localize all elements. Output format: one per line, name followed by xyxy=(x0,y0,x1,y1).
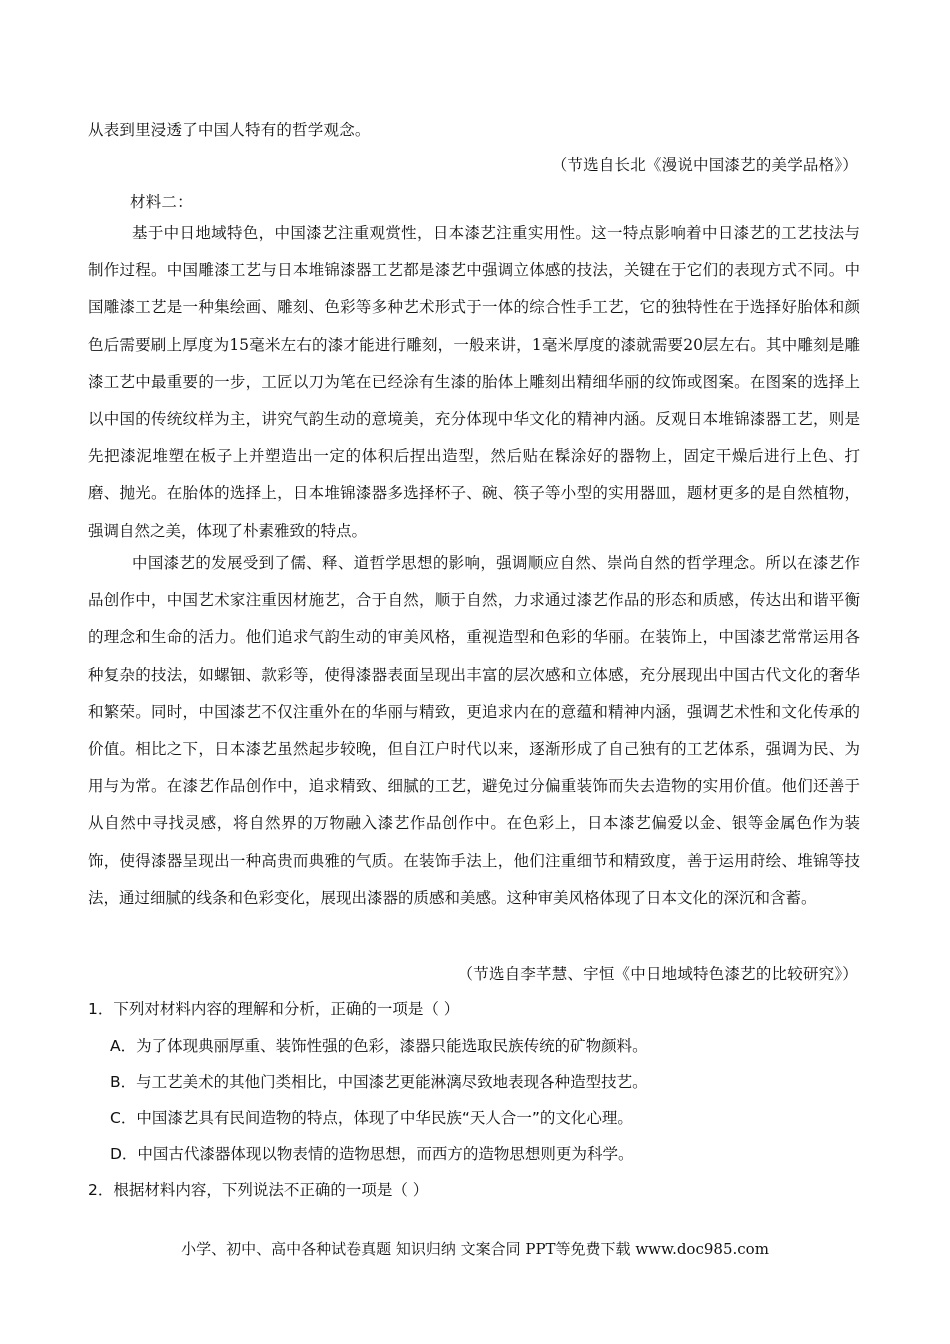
material1-tail: 从表到里浸透了中国人特有的哲学观念。 xyxy=(88,121,371,139)
question-1-option-d: D．中国古代漆器体现以物表情的造物思想，而西方的造物思想则更为科学。 xyxy=(110,1145,634,1163)
question-1: 1．下列对材料内容的理解和分析，正确的一项是（ ） xyxy=(88,1000,460,1018)
page-footer: 小学、初中、高中各种试卷真题 知识归纳 文案合同 PPT等免费下载 www.doc985.com xyxy=(181,1240,769,1258)
source-citation-1: （节选自长北《漫说中国漆艺的美学品格》） xyxy=(551,156,858,174)
material2-paragraph-2: 中国漆艺的发展受到了儒、释、道哲学思想的影响，强调顺应自然、崇尚自然的哲学理念。所以在漆艺作品创作中，中国艺术家注重因材施艺，合于自然，顺于自然，力求通过漆艺作品的形态和质感，传达出和谐平衡的理念和生命的活力。他们追求气韵生动的审美风格，重视造型和色彩的华丽。在装饰上，中国漆艺常常运用各种复杂的技法，如螺钿、款彩等，使得漆器表面呈现出丰富的层次感和立体感，充分展现出中国古代文化的奢华和繁荣。同时，中国漆艺不仅注重外在的华丽与精致，更追求内在的意蕴和精神内涵，强调艺术性和文化传承的价值。相比之下，日本漆艺虽然起步较晚，但自江户时代以来，逐渐形成了自己独有的工艺体系，强调为民、为用与为常。在漆艺作品创作中，追求精致、细腻的工艺，避免过分偏重装饰而失去造物的实用价值。他们还善于从自然中寻找灵感，将自然界的万物融入漆艺作品创作中。在色彩上，日本漆艺偏爱以金、银等金属色作为装饰，使得漆器呈现出一种高贵而典雅的气质。在装饰手法上，他们注重细节和精致度，善于运用莳绘、堆锦等技法，通过细腻的线条和色彩变化，展现出漆器的质感和美感。这种审美风格体现了日本文化的深沉和含蓄。 xyxy=(88,554,860,907)
question-2: 2．根据材料内容，下列说法不正确的一项是（ ） xyxy=(88,1181,429,1199)
material2-paragraph-1: 基于中日地域特色，中国漆艺注重观赏性，日本漆艺注重实用性。这一特点影响着中日漆艺的工艺技法与制作过程。中国雕漆工艺与日本堆锦漆器工艺都是漆艺中强调立体感的技法，关键在于它们的表现方式不同。中国雕漆工艺是一种集绘画、雕刻、色彩等多种艺术形式于一体的综合性手工艺，它的独特性在于选择好胎体和颜色后需要刷上厚度为15毫米左右的漆才能进行雕刻，一般来讲，1毫米厚度的漆就需要20层左右。其中雕刻是雕漆工艺中最重要的一步，工匠以刀为笔在已经涂有生漆的胎体上雕刻出精细华丽的纹饰或图案。在图案的选择上以中国的传统纹样为主，讲究气韵生动的意境美，充分体现中华文化的精神内涵。反观日本堆锦漆器工艺，则是先把漆泥堆塑在板子上并塑造出一定的体积后捏出造型，然后贴在髹涂好的器物上，固定干燥后进行上色、打磨、抛光。在胎体的选择上，日本堆锦漆器多选择杯子、碗、筷子等小型的实用器皿，题材更多的是自然植物，强调自然之美，体现了朴素雅致的特点。 xyxy=(88,224,860,540)
question-1-option-c: C．中国漆艺具有民间造物的特点，体现了中华民族“天人合一”的文化心理。 xyxy=(110,1109,633,1127)
source-citation-2: （节选自李芊慧、宇恒《中日地域特色漆艺的比较研究》） xyxy=(457,965,858,983)
material2-title: 材料二： xyxy=(130,193,193,211)
question-1-option-a: A．为了体现典丽厚重、装饰性强的色彩，漆器只能选取民族传统的矿物颜料。 xyxy=(110,1037,648,1055)
question-1-option-b: B．与工艺美术的其他门类相比，中国漆艺更能淋漓尽致地表现各种造型技艺。 xyxy=(110,1073,648,1091)
